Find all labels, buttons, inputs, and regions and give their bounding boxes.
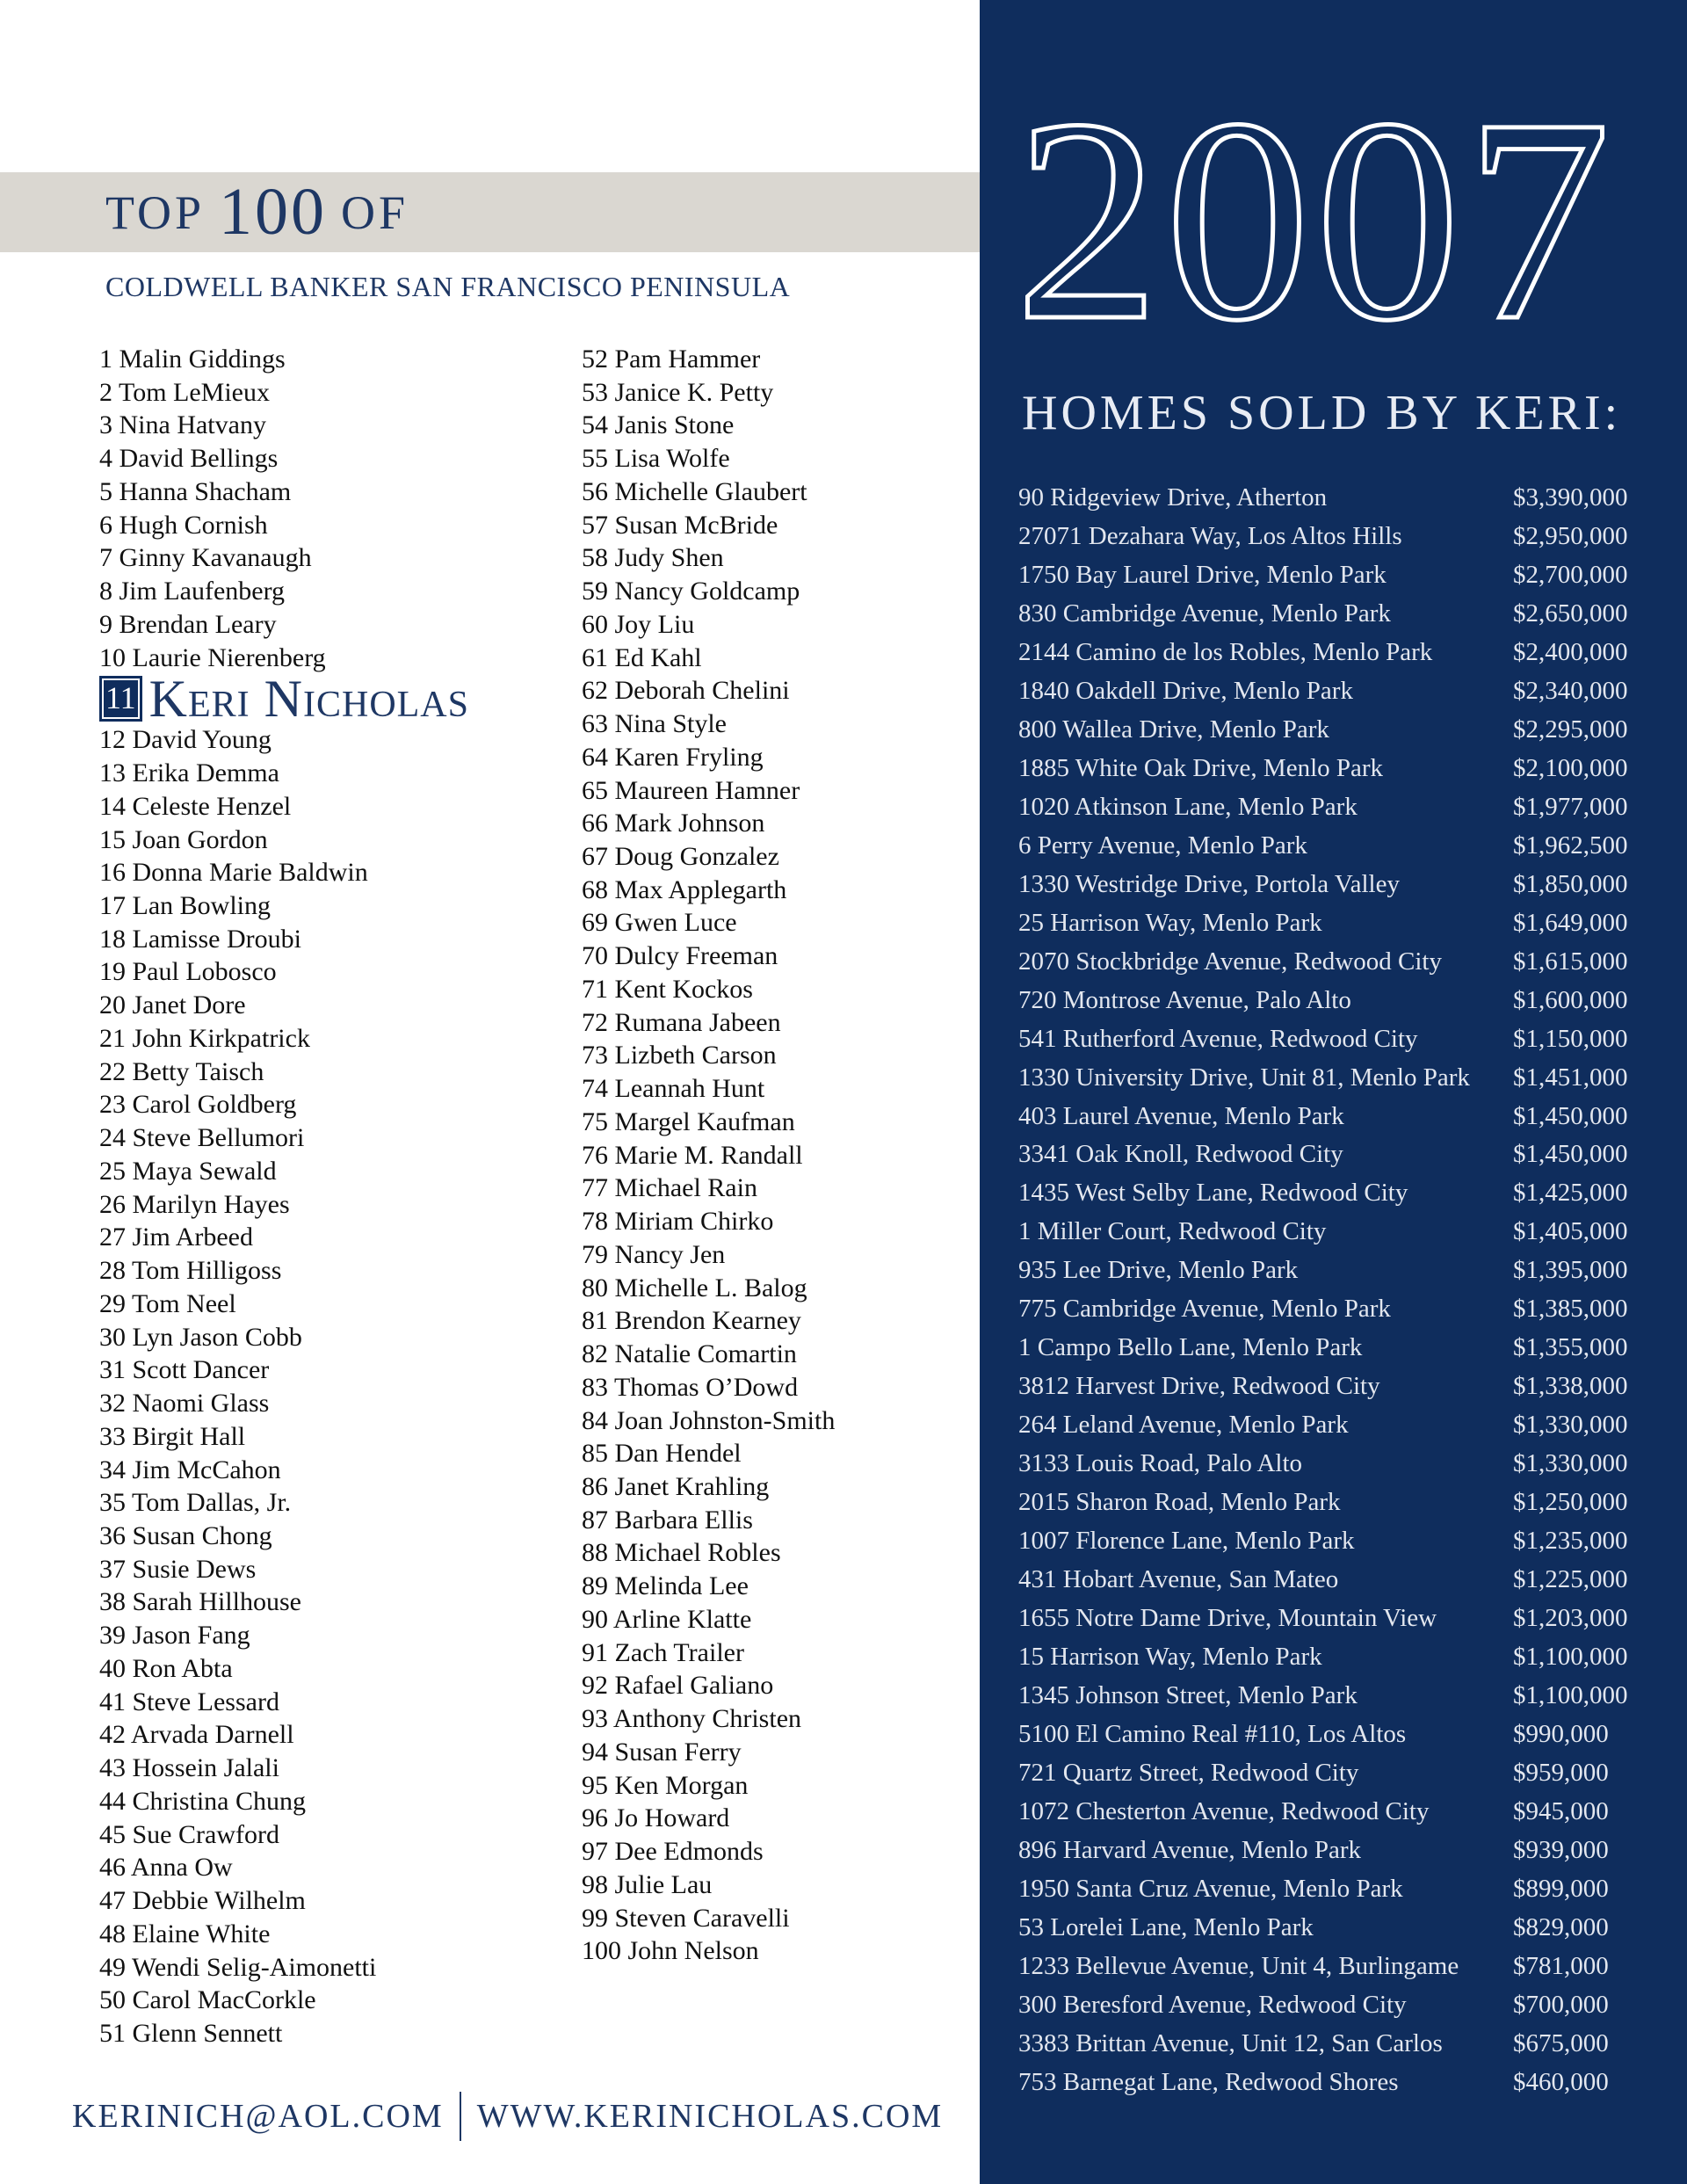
home-price: $829,000 bbox=[1513, 1912, 1609, 1941]
home-address: 721 Quartz Street, Redwood City bbox=[1018, 1758, 1359, 1787]
home-price: $899,000 bbox=[1513, 1874, 1609, 1903]
ranking-item: 75 Margel Kaufman bbox=[582, 1107, 795, 1136]
ranking-item: 70 Dulcy Freeman bbox=[582, 941, 778, 971]
home-sale-row bbox=[1018, 1020, 1651, 1059]
home-sale-row bbox=[1018, 672, 1651, 711]
ranking-item: 49 Wendi Selig-Aimonetti bbox=[99, 1952, 377, 1982]
ranking-item: 69 Gwen Luce bbox=[582, 908, 737, 938]
ranking-item: 20 Janet Dore bbox=[99, 990, 246, 1020]
ranking-item: 35 Tom Dallas, Jr. bbox=[99, 1488, 292, 1518]
title-number: 100 bbox=[219, 175, 328, 249]
ranking-item: 55 Lisa Wolfe bbox=[582, 444, 730, 474]
ranking-item: 67 Doug Gonzalez bbox=[582, 842, 779, 872]
ranking-item: 99 Steven Caravelli bbox=[582, 1903, 790, 1933]
ranking-item: 82 Natalie Comartin bbox=[582, 1339, 797, 1369]
home-address: 800 Wallea Drive, Menlo Park bbox=[1018, 715, 1329, 744]
ranking-item: 44 Christina Chung bbox=[99, 1786, 307, 1816]
home-address: 264 Leland Avenue, Menlo Park bbox=[1018, 1411, 1349, 1440]
home-sale-row bbox=[1018, 904, 1651, 943]
ranking-item: 64 Karen Fryling bbox=[582, 742, 764, 772]
ranking-item: 13 Erika Demma bbox=[99, 758, 279, 788]
contact-footer bbox=[72, 2090, 943, 2143]
ranking-item: 68 Max Applegarth bbox=[582, 874, 787, 904]
home-sale-row bbox=[1018, 1174, 1651, 1213]
ranking-item: 89 Melinda Lee bbox=[582, 1571, 749, 1601]
home-sale-row bbox=[1018, 2025, 1651, 2064]
home-address: 1345 Johnson Street, Menlo Park bbox=[1018, 1681, 1358, 1710]
home-address: 935 Lee Drive, Menlo Park bbox=[1018, 1256, 1299, 1285]
ranking-item: 41 Steve Lessard bbox=[99, 1687, 279, 1716]
home-address: 3383 Brittan Avenue, Unit 12, San Carlos bbox=[1018, 2028, 1443, 2057]
ranking-item: 80 Michelle L. Balog bbox=[582, 1273, 807, 1302]
ranking-item: 48 Elaine White bbox=[99, 1919, 271, 1948]
home-address: 90 Ridgeview Drive, Atherton bbox=[1018, 483, 1328, 512]
home-address: 1655 Notre Dame Drive, Mountain View bbox=[1018, 1604, 1437, 1633]
home-sale-row bbox=[1018, 1754, 1651, 1793]
home-sale-row bbox=[1018, 1948, 1651, 1986]
home-sale-row bbox=[1018, 1213, 1651, 1252]
page-title bbox=[105, 172, 409, 252]
ranking-item: 34 Jim McCahon bbox=[99, 1455, 281, 1484]
home-sale-row bbox=[1018, 866, 1651, 904]
ranking-item: 71 Kent Kockos bbox=[582, 974, 753, 1004]
ranking-item: 96 Jo Howard bbox=[582, 1803, 730, 1833]
home-sale-row bbox=[1018, 1909, 1651, 1948]
ranking-item: 58 Judy Shen bbox=[582, 543, 724, 573]
ranking-item: 14 Celeste Henzel bbox=[99, 791, 292, 821]
ranking-item: 86 Janet Krahling bbox=[582, 1471, 770, 1501]
title-suffix: OF bbox=[341, 185, 409, 239]
home-address: 2015 Sharon Road, Menlo Park bbox=[1018, 1488, 1341, 1517]
home-price: $2,400,000 bbox=[1513, 637, 1628, 666]
ranking-item: 93 Anthony Christen bbox=[582, 1704, 802, 1734]
ranking-item: 38 Sarah Hillhouse bbox=[99, 1587, 301, 1617]
ranking-item: 61 Ed Kahl bbox=[582, 642, 702, 672]
home-sale-row bbox=[1018, 1832, 1651, 1870]
home-price: $990,000 bbox=[1513, 1720, 1609, 1748]
ranking-item: 94 Susan Ferry bbox=[582, 1737, 742, 1767]
home-sale-row bbox=[1018, 1136, 1651, 1174]
rankings-column-2 bbox=[582, 343, 835, 1968]
ranking-item: 84 Joan Johnston-Smith bbox=[582, 1405, 836, 1435]
ranking-item: 50 Carol MacCorkle bbox=[99, 1985, 316, 2015]
ranking-item: 46 Anna Ow bbox=[99, 1853, 233, 1883]
home-sale-row bbox=[1018, 982, 1651, 1020]
home-sale-row bbox=[1018, 1252, 1651, 1290]
ranking-item: 65 Maureen Hamner bbox=[582, 775, 800, 805]
home-address: 25 Harrison Way, Menlo Park bbox=[1018, 908, 1322, 937]
home-sale-row bbox=[1018, 1716, 1651, 1754]
ranking-item: 85 Dan Hendel bbox=[582, 1439, 742, 1469]
home-price: $2,700,000 bbox=[1513, 560, 1628, 589]
home-address: 403 Laurel Avenue, Menlo Park bbox=[1018, 1101, 1344, 1130]
home-sale-row bbox=[1018, 1600, 1651, 1638]
ranking-item: 60 Joy Liu bbox=[582, 609, 695, 639]
home-address: 896 Harvard Avenue, Menlo Park bbox=[1018, 1835, 1362, 1864]
home-price: $939,000 bbox=[1513, 1835, 1609, 1864]
home-address: 3341 Oak Knoll, Redwood City bbox=[1018, 1140, 1343, 1169]
home-address: 1007 Florence Lane, Menlo Park bbox=[1018, 1527, 1355, 1556]
home-sale-row bbox=[1018, 1290, 1651, 1329]
home-price: $1,355,000 bbox=[1513, 1333, 1628, 1362]
homes-sold-panel bbox=[980, 0, 1687, 2184]
ranking-item: 25 Maya Sewald bbox=[99, 1156, 277, 1186]
home-price: $3,390,000 bbox=[1513, 483, 1628, 512]
ranking-item: 40 Ron Abta bbox=[99, 1653, 233, 1683]
ranking-item: 27 Jim Arbeed bbox=[99, 1223, 253, 1252]
home-address: 1840 Oakdell Drive, Menlo Park bbox=[1018, 676, 1353, 705]
home-address: 2070 Stockbridge Avenue, Redwood City bbox=[1018, 947, 1442, 976]
ranking-item: 66 Mark Johnson bbox=[582, 809, 765, 838]
ranking-item: 79 Nancy Jen bbox=[582, 1239, 726, 1269]
ranking-item: 53 Janice K. Petty bbox=[582, 377, 774, 407]
ranking-item: 29 Tom Neel bbox=[99, 1288, 236, 1318]
home-price: $1,250,000 bbox=[1513, 1488, 1628, 1517]
ranking-item: 1 Malin Giddings bbox=[99, 345, 286, 374]
ranking-item: 31 Scott Dancer bbox=[99, 1355, 270, 1385]
ranking-item: 6 Hugh Cornish bbox=[99, 510, 268, 540]
ranking-item: 81 Brendon Kearney bbox=[582, 1306, 801, 1336]
company-subtitle: COLDWELL BANKER SAN FRANCISCO PENINSULA bbox=[105, 271, 791, 302]
home-sale-row bbox=[1018, 479, 1651, 518]
home-address: 753 Barnegat Lane, Redwood Shores bbox=[1018, 2067, 1399, 2096]
ranking-item: 92 Rafael Galiano bbox=[582, 1671, 774, 1701]
home-price: $1,395,000 bbox=[1513, 1256, 1628, 1285]
home-address: 541 Rutherford Avenue, Redwood City bbox=[1018, 1024, 1418, 1053]
home-address: 1233 Bellevue Avenue, Unit 4, Burlingame bbox=[1018, 1951, 1459, 1980]
home-sale-row bbox=[1018, 1793, 1651, 1832]
home-price: $1,450,000 bbox=[1513, 1140, 1628, 1169]
ranking-item: 17 Lan Bowling bbox=[99, 891, 271, 921]
ranking-item: 51 Glenn Sennett bbox=[99, 2018, 283, 2048]
home-address: 1 Miller Court, Redwood City bbox=[1018, 1217, 1327, 1246]
home-sale-row bbox=[1018, 634, 1651, 672]
home-sale-row bbox=[1018, 1329, 1651, 1368]
home-sale-row bbox=[1018, 1522, 1651, 1561]
home-price: $2,100,000 bbox=[1513, 753, 1628, 782]
home-price: $1,150,000 bbox=[1513, 1024, 1628, 1053]
ranking-item: 36 Susan Chong bbox=[99, 1520, 272, 1550]
home-sale-row bbox=[1018, 1870, 1651, 1909]
ranking-item: 4 David Bellings bbox=[99, 444, 279, 474]
ranking-item: 28 Tom Hilligoss bbox=[99, 1256, 282, 1286]
home-sale-row bbox=[1018, 711, 1651, 750]
home-price: $1,615,000 bbox=[1513, 947, 1628, 976]
home-address: 1950 Santa Cruz Avenue, Menlo Park bbox=[1018, 1874, 1403, 1903]
home-address: 1750 Bay Laurel Drive, Menlo Park bbox=[1018, 560, 1387, 589]
home-sale-row bbox=[1018, 1484, 1651, 1522]
home-sale-row bbox=[1018, 1059, 1651, 1098]
home-address: 1020 Atkinson Lane, Menlo Park bbox=[1018, 792, 1358, 821]
ranking-item: 24 Steve Bellumori bbox=[99, 1123, 305, 1153]
home-price: $1,330,000 bbox=[1513, 1449, 1628, 1478]
ranking-item: 72 Rumana Jabeen bbox=[582, 1007, 781, 1037]
ranking-item: 30 Lyn Jason Cobb bbox=[99, 1322, 302, 1352]
ranking-item: 95 Ken Morgan bbox=[582, 1770, 749, 1800]
ranking-item: 33 Birgit Hall bbox=[99, 1421, 246, 1451]
ranking-item: 26 Marilyn Hayes bbox=[99, 1189, 290, 1219]
website-link[interactable]: WWW.KERINICHOLAS.COM bbox=[476, 2098, 944, 2135]
home-sale-row bbox=[1018, 943, 1651, 982]
ranking-item: 90 Arline Klatte bbox=[582, 1604, 752, 1634]
home-address: 27071 Dezahara Way, Los Altos Hills bbox=[1018, 521, 1402, 550]
home-sale-row bbox=[1018, 750, 1651, 788]
ranking-item: 77 Michael Rain bbox=[582, 1173, 757, 1203]
home-sale-row bbox=[1018, 1098, 1651, 1136]
home-sale-row bbox=[1018, 1406, 1651, 1445]
ranking-item: 10 Laurie Nierenberg bbox=[99, 642, 326, 672]
home-price: $2,295,000 bbox=[1513, 715, 1628, 744]
home-sale-row bbox=[1018, 2064, 1651, 2102]
home-price: $1,649,000 bbox=[1513, 908, 1628, 937]
ranking-item: 97 Dee Edmonds bbox=[582, 1837, 764, 1867]
rankings-column-1 bbox=[99, 343, 469, 2050]
ranking-item: 19 Paul Lobosco bbox=[99, 957, 277, 987]
home-address: 3812 Harvest Drive, Redwood City bbox=[1018, 1372, 1380, 1401]
ranking-item: 76 Marie M. Randall bbox=[582, 1140, 803, 1170]
home-address: 300 Beresford Avenue, Redwood City bbox=[1018, 1990, 1407, 2019]
ranking-item: 73 Lizbeth Carson bbox=[582, 1041, 777, 1070]
home-price: $1,203,000 bbox=[1513, 1604, 1628, 1633]
home-price: $1,100,000 bbox=[1513, 1681, 1628, 1710]
ranking-item: 18 Lamisse Droubi bbox=[99, 924, 301, 954]
ranking-item: 52 Pam Hammer bbox=[582, 345, 761, 374]
ranking-item: 22 Betty Taisch bbox=[99, 1056, 264, 1086]
highlight-agent-name: Keri Nicholas bbox=[148, 670, 469, 729]
home-price: $2,340,000 bbox=[1513, 676, 1628, 705]
ranking-item: 43 Hossein Jalali bbox=[99, 1753, 279, 1783]
ranking-item: 23 Carol Goldberg bbox=[99, 1090, 297, 1120]
home-price: $1,600,000 bbox=[1513, 985, 1628, 1014]
home-price: $700,000 bbox=[1513, 1990, 1609, 2019]
home-price: $1,451,000 bbox=[1513, 1063, 1628, 1092]
home-sale-row bbox=[1018, 1986, 1651, 2025]
highlighted-ranking bbox=[99, 670, 469, 729]
ranking-item: 56 Michelle Glaubert bbox=[582, 476, 807, 506]
home-sale-row bbox=[1018, 1561, 1651, 1600]
ranking-item: 98 Julie Lau bbox=[582, 1869, 713, 1899]
ranking-item: 42 Arvada Darnell bbox=[99, 1720, 294, 1750]
home-sale-row bbox=[1018, 1368, 1651, 1406]
home-price: $1,338,000 bbox=[1513, 1372, 1628, 1401]
ranking-item: 83 Thomas O’Dowd bbox=[582, 1372, 799, 1402]
home-price: $2,650,000 bbox=[1513, 599, 1628, 628]
ranking-item: 78 Miriam Chirko bbox=[582, 1207, 774, 1237]
home-price: $959,000 bbox=[1513, 1758, 1609, 1787]
home-address: 1330 Westridge Drive, Portola Valley bbox=[1018, 869, 1400, 898]
home-address: 53 Lorelei Lane, Menlo Park bbox=[1018, 1912, 1314, 1941]
ranking-item: 39 Jason Fang bbox=[99, 1621, 250, 1651]
home-price: $460,000 bbox=[1513, 2067, 1609, 2096]
ranking-item: 15 Joan Gordon bbox=[99, 824, 268, 854]
ranking-item: 62 Deborah Chelini bbox=[582, 676, 790, 706]
home-address: 3133 Louis Road, Palo Alto bbox=[1018, 1449, 1303, 1478]
ranking-item: 16 Donna Marie Baldwin bbox=[99, 858, 368, 888]
home-address: 830 Cambridge Avenue, Menlo Park bbox=[1018, 599, 1391, 628]
home-price: $1,100,000 bbox=[1513, 1643, 1628, 1672]
home-address: 6 Perry Avenue, Menlo Park bbox=[1018, 831, 1307, 860]
home-sale-row bbox=[1018, 1445, 1651, 1484]
ranking-item: 8 Jim Laufenberg bbox=[99, 577, 286, 606]
ranking-item: 7 Ginny Kavanaugh bbox=[99, 543, 312, 573]
home-address: 1885 White Oak Drive, Menlo Park bbox=[1018, 753, 1384, 782]
home-price: $2,950,000 bbox=[1513, 521, 1628, 550]
ranking-item: 100 John Nelson bbox=[582, 1936, 759, 1966]
home-price: $1,385,000 bbox=[1513, 1295, 1628, 1324]
home-sale-row bbox=[1018, 788, 1651, 827]
home-price: $1,405,000 bbox=[1513, 1217, 1628, 1246]
home-price: $1,977,000 bbox=[1513, 792, 1628, 821]
ranking-item: 59 Nancy Goldcamp bbox=[582, 577, 800, 606]
ranking-item: 37 Susie Dews bbox=[99, 1554, 257, 1584]
ranking-item: 32 Naomi Glass bbox=[99, 1389, 270, 1419]
home-price: $1,425,000 bbox=[1513, 1179, 1628, 1208]
home-address: 1072 Chesterton Avenue, Redwood City bbox=[1018, 1796, 1430, 1825]
home-address: 15 Harrison Way, Menlo Park bbox=[1018, 1643, 1322, 1672]
ranking-item: 87 Barbara Ellis bbox=[582, 1505, 753, 1535]
home-address: 2144 Camino de los Robles, Menlo Park bbox=[1018, 637, 1433, 666]
ranking-item: 63 Nina Style bbox=[582, 709, 727, 739]
ranking-item: 74 Leannah Hunt bbox=[582, 1074, 765, 1104]
title-prefix: TOP bbox=[105, 185, 206, 239]
home-price: $1,225,000 bbox=[1513, 1565, 1628, 1594]
home-price: $1,850,000 bbox=[1513, 869, 1628, 898]
ranking-item: 47 Debbie Wilhelm bbox=[99, 1886, 306, 1916]
home-sale-row bbox=[1018, 595, 1651, 634]
ranking-item: 5 Hanna Shacham bbox=[99, 476, 292, 506]
homes-sold-list bbox=[1018, 479, 1651, 2102]
home-price: $945,000 bbox=[1513, 1796, 1609, 1825]
home-address: 1 Campo Bello Lane, Menlo Park bbox=[1018, 1333, 1363, 1362]
home-address: 431 Hobart Avenue, San Mateo bbox=[1018, 1565, 1339, 1594]
home-price: $1,962,500 bbox=[1513, 831, 1628, 860]
home-price: $1,330,000 bbox=[1513, 1411, 1628, 1440]
highlight-rank-badge: 11 bbox=[99, 676, 142, 722]
footer-divider bbox=[460, 2092, 461, 2141]
ranking-item: 88 Michael Robles bbox=[582, 1538, 781, 1568]
ranking-item: 57 Susan McBride bbox=[582, 510, 778, 540]
home-address: 720 Montrose Avenue, Palo Alto bbox=[1018, 985, 1351, 1014]
home-sale-row bbox=[1018, 556, 1651, 595]
ranking-item: 2 Tom LeMieux bbox=[99, 377, 270, 407]
home-price: $675,000 bbox=[1513, 2028, 1609, 2057]
ranking-item: 21 John Kirkpatrick bbox=[99, 1023, 310, 1053]
ranking-item: 45 Sue Crawford bbox=[99, 1819, 279, 1849]
ranking-item: 9 Brendan Leary bbox=[99, 609, 277, 639]
home-address: 1435 West Selby Lane, Redwood City bbox=[1018, 1179, 1408, 1208]
home-price: $1,235,000 bbox=[1513, 1527, 1628, 1556]
home-address: 775 Cambridge Avenue, Menlo Park bbox=[1018, 1295, 1391, 1324]
home-sale-row bbox=[1018, 827, 1651, 866]
home-price: $1,450,000 bbox=[1513, 1101, 1628, 1130]
homes-sold-title: HOMES SOLD BY KERI: bbox=[1022, 386, 1622, 440]
year-heading: 2007 bbox=[1015, 60, 1616, 381]
ranking-item: 54 Janis Stone bbox=[582, 410, 735, 440]
email-link[interactable]: KERINICH@AOL.COM bbox=[72, 2098, 444, 2135]
ranking-item: 12 David Young bbox=[99, 725, 272, 755]
home-sale-row bbox=[1018, 518, 1651, 556]
home-address: 5100 El Camino Real #110, Los Altos bbox=[1018, 1720, 1407, 1748]
home-sale-row bbox=[1018, 1677, 1651, 1716]
ranking-item: 3 Nina Hatvany bbox=[99, 410, 266, 440]
home-sale-row bbox=[1018, 1638, 1651, 1677]
home-address: 1330 University Drive, Unit 81, Menlo Park bbox=[1018, 1063, 1470, 1092]
home-price: $781,000 bbox=[1513, 1951, 1609, 1980]
ranking-item: 91 Zach Trailer bbox=[582, 1637, 744, 1667]
